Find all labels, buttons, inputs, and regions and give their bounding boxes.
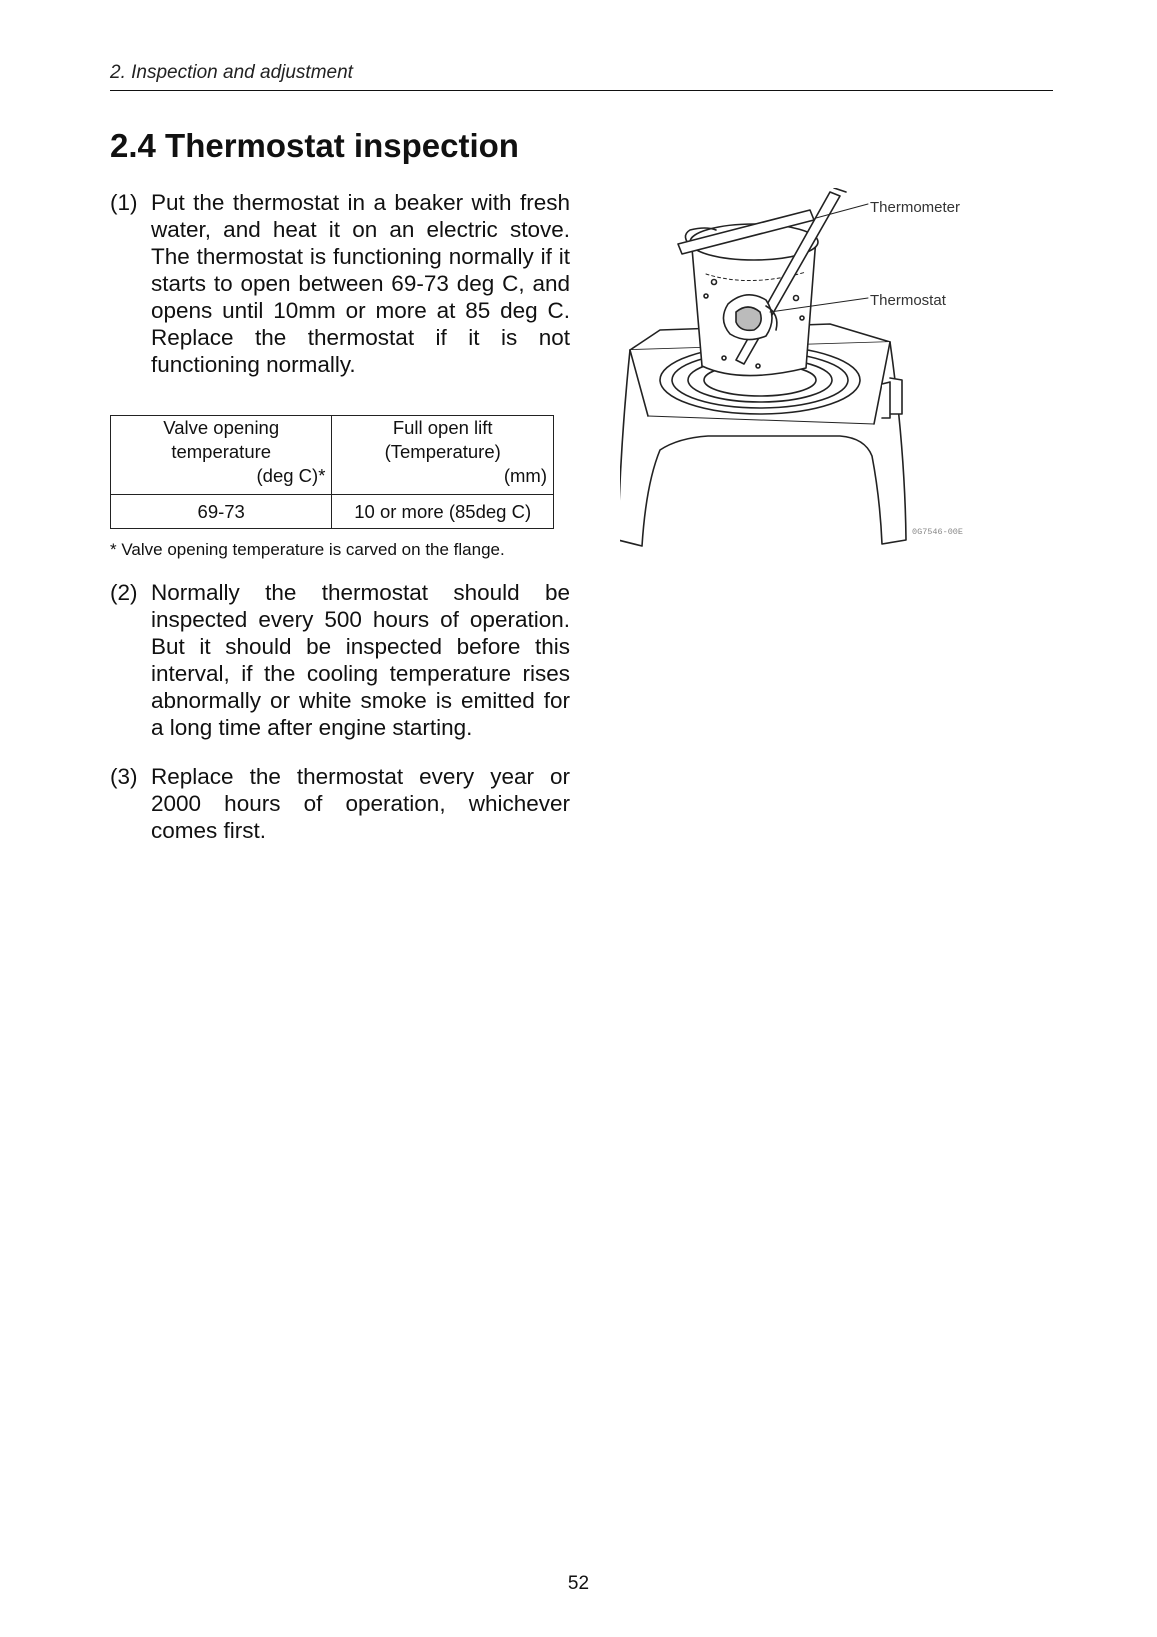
stove-knob <box>890 378 902 414</box>
step-text: Replace the thermostat every year or 2000 hours of operation, whichever comes first. <box>151 764 570 843</box>
header-unit: (deg C)* <box>256 465 326 486</box>
step-number: (2) <box>110 580 138 605</box>
table-footnote: * Valve opening temperature is carved on the flange. <box>110 540 505 559</box>
header-cell-valve-opening <box>111 416 332 495</box>
thermostat-label: Thermostat <box>870 292 946 309</box>
table-cell-valve-opening-temp: 69-73 <box>111 495 332 529</box>
header-divider <box>110 90 1053 91</box>
thermometer-label: Thermometer <box>870 199 961 216</box>
header-line: temperature <box>171 441 272 462</box>
step-1 <box>110 189 570 378</box>
running-header: 2. Inspection and adjustment <box>110 62 353 83</box>
header-line: Valve opening <box>163 417 280 438</box>
step-text: Normally the thermostat should be inspected every 500 hours of operation. But it should be inspected before this interval, if the cooling temperature rises abnormally or white smoke is emitted for a long time after engine starting. <box>151 580 570 740</box>
header-line: (Temperature) <box>384 441 501 462</box>
spec-table <box>110 415 554 529</box>
table-cell-full-open-lift: 10 or more (85deg C) <box>332 495 554 529</box>
header-line: Full open lift <box>392 417 493 438</box>
table-header-row <box>111 416 554 495</box>
page-number: 52 <box>567 1573 590 1594</box>
section-title: 2.4 Thermostat inspection <box>110 127 519 164</box>
step-3 <box>110 763 570 844</box>
header-unit: (mm) <box>503 465 547 486</box>
table-row <box>111 495 554 529</box>
step-2 <box>110 579 570 741</box>
step-number: (1) <box>110 190 138 215</box>
header-cell-full-open-lift <box>332 416 554 495</box>
step-text: Put the thermostat in a beaker with fresh water, and heat it on an electric stove. The thermostat is functioning normally if it starts to open between 69-73 deg C, and opens until 10mm or more at 85 deg C. Replace the thermostat if it is not functioning normally. <box>151 190 570 377</box>
step-number: (3) <box>110 764 138 789</box>
figure-code: 0G7546-00E <box>912 527 964 537</box>
thermostat-test-illustration <box>620 188 1030 558</box>
